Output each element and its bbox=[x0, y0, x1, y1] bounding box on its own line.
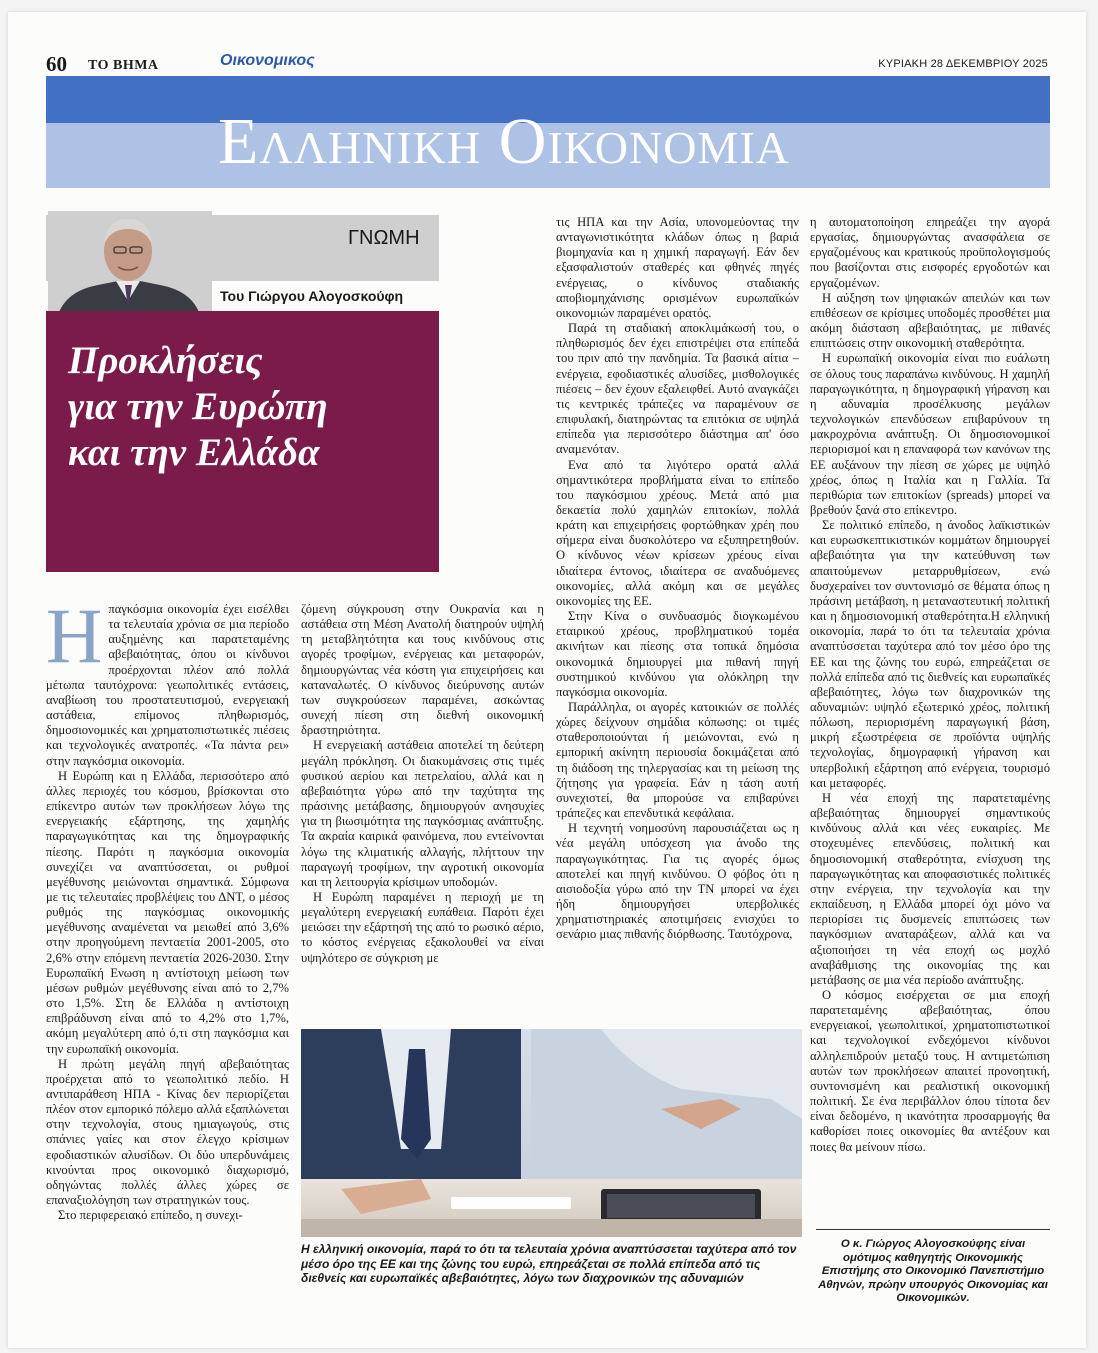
article-column-1 bbox=[46, 602, 289, 1322]
section-banner bbox=[46, 76, 1050, 188]
author-byline: Του Γιώργου Αλογοσκούφη bbox=[220, 288, 404, 304]
opinion-label: ΓΝΩΜΗ bbox=[348, 227, 420, 249]
headline-line: για την Ευρώπη bbox=[68, 385, 328, 428]
article-column-4 bbox=[810, 215, 1050, 1223]
paragraph: ζόμενη σύγκρουση στην Ουκρανία και η αστάθεια στη Μέση Ανατολή διατηρούν υψηλή τη μεταβλητότητα και τους κινδύνους στις αγορές τροφίμων, ενέργειας και μεταφορών, δημιουργώντας νέα κόστη για επιχειρήσεις και καταναλωτές. Ο κίνδυνος διεύρυνσης αυτών των συγκρούσεων παραμένει, ασκώντας συνεχή πίεση στη διεθνή οικονομική δραστηριότητα. bbox=[301, 602, 544, 738]
page-number: 60 bbox=[46, 52, 67, 76]
article-column-2 bbox=[301, 602, 544, 1012]
paragraph: Η αύξηση των ψηφιακών απειλών και των επιθέσεων σε κρίσιμες υποδομές προσθέτει μια ακόμη διάσταση αβεβαιότητας, με πιθανές επιπτώσεις στην οικονομική σταθερότητα. bbox=[810, 290, 1050, 351]
newspaper-name: ΤΟ ΒΗΜΑ bbox=[88, 58, 159, 73]
paragraph: Η τεχνητή νοημοσύνη παρουσιάζεται ως η νέα μεγάλη υπόσχεση για άνοδο της παραγωγικότητας. Για τις αγορές όμως αποτελεί και πηγή κινδύνου. Ο φόβος ότι η αισιοδοξία γύρω από την ΤΝ μπορεί να έχει ήδη δημιουργήσει υπερβολικές χρηματιστηριακές αποτιμήσεις ενισχύει το σενάριο μιας πιθανής διόρθωσης. Ταυτόχρονα, bbox=[556, 821, 799, 942]
paragraph: Παράλληλα, οι αγορές κατοικιών σε πολλές χώρες δείχνουν σημάδια κόπωσης: οι τιμές σταθεροποιούνται ή μειώνονται, ενώ η εμπορική ακίνητη περιουσία δοκιμάζεται από τη διάδοση της τηλεργασίας και τη μείωση της ζήτησης για γραφεία. Εάν η τάση αυτή συνεχιστεί, θα μπορούσε να επιβαρύνει τράπεζες και επενδυτικά κεφάλαια. bbox=[556, 700, 799, 821]
paragraph: Η ενεργειακή αστάθεια αποτελεί τη δεύτερη μεγάλη πρόκληση. Οι διακυμάνσεις στις τιμές φυσικού αερίου και πετρελαίου, αλλά και η αβεβαιότητα γύρω από την ταχύτητα της πράσινης μετάβασης, δημιουργούν ανησυχίες για τη βιωσιμότητα της παγκόσμιας ανάπτυξης. Τα ακραία καιρικά φαινόμενα, που εντείνονται λόγω της κλιματικής αλλαγής, πλήττουν την παραγωγή τροφίμων, την αγροτική οικονομία και τη λειτουργία κρίσιμων υποδομών. bbox=[301, 738, 544, 889]
article-headline bbox=[68, 338, 428, 476]
drop-cap: Η bbox=[46, 602, 103, 679]
photo-caption: Η ελληνική οικονομία, παρά το ότι τα τελευταία χρόνια αναπτύσσεται ταχύτερα από τον μέσο όρο της ΕΕ και της ζώνης του ευρώ, επηρεάζεται σε πολλά επίπεδα από τις διεθνείς και ευρωπαϊκές αβεβαιότητες, λόγω των διαχρονικών της αδυναμιών bbox=[301, 1242, 797, 1285]
paragraph: η αυτοματοποίηση επηρεάζει την αγορά εργασίας, δημιουργώντας ανασφάλεια σε εργαζομένους και κρατικούς προϋπολογισμούς που βασίζονται στις εισφορές εργοδοτών και εργαζομένων. bbox=[810, 215, 1050, 290]
paragraph: Ο κόσμος εισέρχεται σε μια εποχή παρατεταμένης αβεβαιότητας, όπου ενεργειακοί, γεωπολιτικοί, χρηματοπιστωτικοί και τεχνολογικοί ενδεχόμενοι κίνδυνοι αλληλεπιδρούν μεταξύ τους. Η αντιμετώπιση αυτών των προκλήσεων απαιτεί προνοητική, συντονισμένη και ρεαλιστική οικονομική πολιτική. Σε ένα περιβάλλον όπου τίποτα δεν είναι δεδομένο, η ικανότητα προσαρμογής θα καθορίσει ποιες οικονομίες θα αντέξουν και ποιες θα μείνουν πίσω. bbox=[810, 987, 1050, 1154]
paragraph: Η ευρωπαϊκή οικονομία είναι πιο ευάλωτη σε όλους τους παραπάνω κινδύνους. Η χαμηλή παραγωγικότητα, η δημογραφική γήρανση και η αδυναμία προσέλκυσης μεγάλων τεχνολογικών επενδύσεων επιβαρύνουν τη μακροχρόνια ανάπτυξη. Οι δημοσιονομικοί περιορισμοί και η επαναφορά των κανόνων της ΕΕ αυξάνουν την πίεση σε χώρες με υψηλό χρέος, όπως η Ιταλία και η Γαλλία. Τα περιθώρια των επιτοκίων (spreads) μπορεί να βρεθούν ξανά στο επίκεντρο. bbox=[810, 351, 1050, 517]
author-portrait-icon bbox=[48, 211, 212, 315]
paragraph: Στην Κίνα ο συνδυασμός διογκωμένου εταιρικού χρέους, προβληματικού τομέα ακινήτων και πίεσης στα τοπικά δημόσια οικονομικά δημιουργεί μια πιθανή πηγή συστημικού κινδύνου για ολόκληρη την παγκόσμια οικονομία. bbox=[556, 609, 799, 699]
section-label: Οικονομικος bbox=[220, 52, 315, 69]
paragraph: Η νέα εποχή της παρατεταμένης αβεβαιότητας δημιουργεί σημαντικούς κινδύνους αλλά και νέες ευκαιρίες. Με στοχευμένες επενδύσεις, πολιτική και δημοσιονομική σταθερότητα, ενίσχυση της παραγωγικότητας και αποφασιστικές πολιτικές στην ενέργεια, την τεχνολογία και την εκπαίδευση, η Ελλάδα μπορεί όχι μόνο να περιορίσει τις δυσμενείς επιπτώσεις των παγκόσμιων αναταράξεων, αλλά και να αξιοποιήσει τη νέα εποχή ως μοχλό αναβάθμισης της οικονομίας της και μετάβασης σε μια νέα περίοδο ανάπτυξης. bbox=[810, 790, 1050, 987]
banner-title: Ελληνικη Οικονομια bbox=[218, 105, 790, 178]
business-meeting-photo-icon bbox=[301, 1029, 802, 1237]
article-column-3 bbox=[556, 215, 799, 1012]
paragraph: Η Ευρώπη παραμένει η περιοχή με τη μεγαλύτερη ενεργειακή ευπάθεια. Παρότι έχει μειώσει την εξάρτησή της από το ρωσικό αέριο, το κόστος ενέργειας εξακολουθεί να είναι υψηλότερο σε σύγκριση με bbox=[301, 889, 544, 965]
paragraph: Σε πολιτικό επίπεδο, η άνοδος λαϊκιστικών και ευρωσκεπτικιστικών κομμάτων δημιουργεί αβεβαιότητα για την κατεύθυνση των απαιτούμενων μεταρρυθμίσεων, ενώ δυσχεραίνει τον συντονισμό σε θέματα όπως η πράσινη μετάβαση, η μεταναστευτική πολιτική και η δημοσιονομική σταθερότητα.Η ελληνική οικονομία, παρά το ότι τα τελευταία χρόνια αναπτύσσεται ταχύτερα από τον μέσο όρο της ΕΕ και της ζώνης του ευρώ, επηρεάζεται σε πολλά επίπεδα από τις διεθνείς και ευρωπαϊκές αβεβαιότητες, λόγω των διαχρονικών της αδυναμιών: υψηλό εξωτερικό χρέος, πολιτική πόλωση, περιορισμένη παραγωγική βάση, μικρή εξωστρέφεια σε προϊόντα υψηλής τεχνολογίας, δημογραφική γήρανση και υπερβολική εξάρτηση από ενέργεια, τουρισμό και μεταφορές. bbox=[810, 518, 1050, 790]
paragraph: τις ΗΠΑ και την Ασία, υπονομεύοντας την ανταγωνιστικότητα κλάδων όπως η βαριά βιομηχανία και η χημική παραγωγή. Εάν δεν εξασφαλιστούν σταθερές και φθηνές πηγές ενέργειας, ο κίνδυνος σταδιακής αποβιομηχάνισης ορισμένων ευρωπαϊκών οικονομιών παραμένει ορατός. bbox=[556, 215, 799, 320]
paragraph: Η Ευρώπη και η Ελλάδα, περισσότερο από άλλες περιοχές του κόσμου, βρίσκονται στο επίκεντρο αυτών των προκλήσεων λόγω της ενεργειακής εξάρτησης, της χαμηλής παραγωγικότητας και της δημογραφικής πίεσης. Παρότι η παγκόσμια οικονομία συνεχίζει να αναπτύσσεται, οι ρυθμοί μεγέθυνσης μειώνονται σημαντικά. Σύμφωνα με τις τελευταίες προβλέψεις του ΔΝΤ, ο μέσος ρυθμός της παγκόσμιας οικονομικής μεγέθυνσης αναμένεται να μειωθεί από 3,6% στην προηγούμενη πενταετία 2001-2005, στο 2,6% στην επόμενη πενταετία 2026-2030. Στην Ευρωπαϊκή Ενωση η αντίστοιχη μείωση των μέσων ρυθμών μεγέθυνσης είναι από το 2,7% στο 1,5%. Στη δε Ελλάδα η αντίστοιχη επιβράδυνση είναι από το 4,2% στο 1,7%, ακόμη μεγαλύτερη από ό,τι στη παγκόσμια και την ευρωπαϊκή οικονομία. bbox=[46, 768, 289, 1056]
bio-divider bbox=[816, 1229, 1050, 1230]
paragraph: Παρά τη σταδιακή αποκλιμάκωσή του, ο πληθωρισμός δεν έχει επιστρέψει στα επίπεδά του πριν από την πανδημία. Τα βασικά αίτια – ενέργεια, εφοδιαστικές αλυσίδες, μισθολογικές πιέσεις – δεν έχουν εξαλειφθεί. Αυτό αναγκάζει τις κεντρικές τράπεζες να παραμένουν σε επιφυλακή, διατηρώντας τα επιτόκια σε υψηλά επίπεδα για περισσότερο διάστημα απ' όσο αναμενόταν. bbox=[556, 321, 799, 457]
article-photo bbox=[301, 1029, 802, 1237]
paragraph: Η πρώτη μεγάλη πηγή αβεβαιότητας προέρχεται από το γεωπολιτικό πεδίο. Η αντιπαράθεση ΗΠΑ - Κίνας δεν περιορίζεται πλέον στον εμπορικό πόλεμο αλλά εξαπλώνεται στην τεχνολογία, στους ημιαγωγούς, στις σπάνιες γαίες και στον έλεγχο κρίσιμων εφοδιαστικών αλυσίδων. Οι δύο υπερδυνάμεις κινούνται προς οικονομικό διαχωρισμό, οδηγώντας πολλές άλλες χώρες σε επαναξιολόγηση των στρατηγικών τους. bbox=[46, 1056, 289, 1208]
paragraph: παγκόσμια οικονομία έχει εισέλθει τα τελευταία χρόνια σε μια περίοδο αυξημένης και παρατεταμένης αβεβαιότητας, όπου οι κίνδυνοι προέρχονται πλέον από πολλά μέτωπα ταυτόχρονα: γεωπολιτικές εντάσεις, αναβίωση του προστατευτισμού, ενεργειακή αστάθεια, επίμονος πληθωρισμός, δημοσιονομικές και χρηματοπιστωτικές πιέσεις και τεχνολογικές ανατροπές. «Τα πάντα ρει» στην παγκόσμια οικονομία. bbox=[46, 602, 289, 768]
paragraph: Στο περιφερειακό επίπεδο, η συνεχι- bbox=[58, 1208, 243, 1223]
headline-line: Προκλήσεις bbox=[68, 339, 263, 382]
newspaper-page bbox=[8, 12, 1086, 1348]
headline-line: και την Ελλάδα bbox=[68, 431, 320, 474]
paragraph: Ενα από τα λιγότερο ορατά αλλά σημαντικότερα προβλήματα είναι το επίπεδο του παγκόσμιου χρέους. Μετά από μια δεκαετία πολύ χαμηλών επιτοκίων, πολλά κράτη και επιχειρήσεις φορτώθηκαν χρέη που σήμερα είναι δυσκολότερο να εξυπηρετηθούν. Ο κίνδυνος νέων κρίσεων χρέους είναι ιδιαίτερα έντονος, ιδιαίτερα σε αναδυόμενες οικονομίες, αλλά ακόμη και σε μεγάλες οικονομίες της ΕΕ. bbox=[556, 457, 799, 608]
author-bio: Ο κ. Γιώργος Αλογοσκούφης είναι ομότιμος καθηγητής Οικονομικής Επιστήμης στο Οικονομικό Πανεπιστήμιο Αθηνών, πρώην υπουργός Οικονομίας και Οικονομικών. bbox=[818, 1238, 1048, 1304]
issue-date: ΚΥΡΙΑΚΗ 28 ΔΕΚΕΜΒΡΙΟΥ 2025 bbox=[878, 58, 1048, 70]
author-photo bbox=[48, 211, 212, 315]
